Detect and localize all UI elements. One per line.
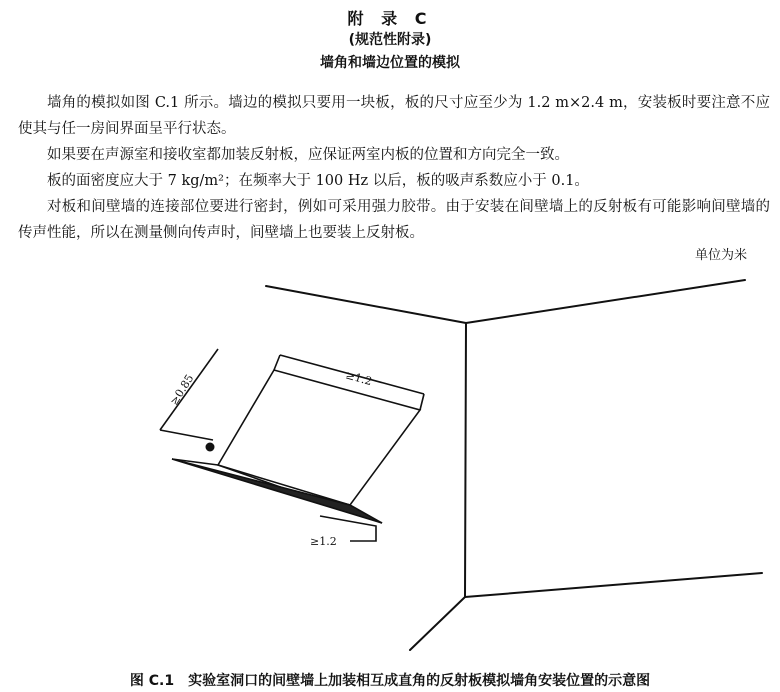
corner-diagram [0,270,780,668]
floor-edge-right [465,573,762,597]
unit-label: 单位为米 [694,248,747,263]
appendix-heading: 附 录 C [347,9,433,28]
source-point-marker [206,443,215,452]
wall-panel [218,370,420,505]
figure-caption: 图 C.1 实验室洞口的间壁墙上加装相互成直角的反射板模拟墙角安装位置的示意图 [129,673,651,689]
paragraph-1: 墙角的模拟如图 C.1 所示。墙边的模拟只要用一块板，板的尺寸应至少为 1.2 m×2.4 m，安装板时要注意不应使其与任一房间界面呈平行状态。 [18,95,770,137]
left-dimension-line [160,430,213,440]
corner-vertical-edge [465,323,466,597]
dim-label-left: ≥0.85 [167,372,197,408]
floor-panel-front [172,459,382,523]
ceiling-edge-left [266,286,466,323]
paragraph-4: 对板和间壁墙的连接部位要进行密封，例如可采用强力胶带。由于安装在间壁墙上的反射板有可能影响间壁墙的传声性能，所以在测量侧向传声时，间壁墙上也要装上反射板。 [18,199,770,241]
normative-label: (规范性附录) [348,32,432,48]
paragraph-2: 如果要在声源室和接收室都加装反射板，应保证两室内板的位置和方向完全一致。 [47,147,569,163]
paragraph-3: 板的面密度应大于 7 kg/m²；在频率大于 100 Hz 以后，板的吸声系数应小于 0.1。 [47,173,589,189]
section-title: 墙角和墙边位置的模拟 [320,55,460,71]
top-dimension-extension-right [420,394,424,410]
top-dimension-extension [274,355,280,370]
ceiling-edge-right [466,280,745,323]
floor-edge-left [410,597,465,650]
dim-label-top: ≥1.2 [344,368,374,389]
dim-label-bottom: ≥1.2 [310,535,337,548]
